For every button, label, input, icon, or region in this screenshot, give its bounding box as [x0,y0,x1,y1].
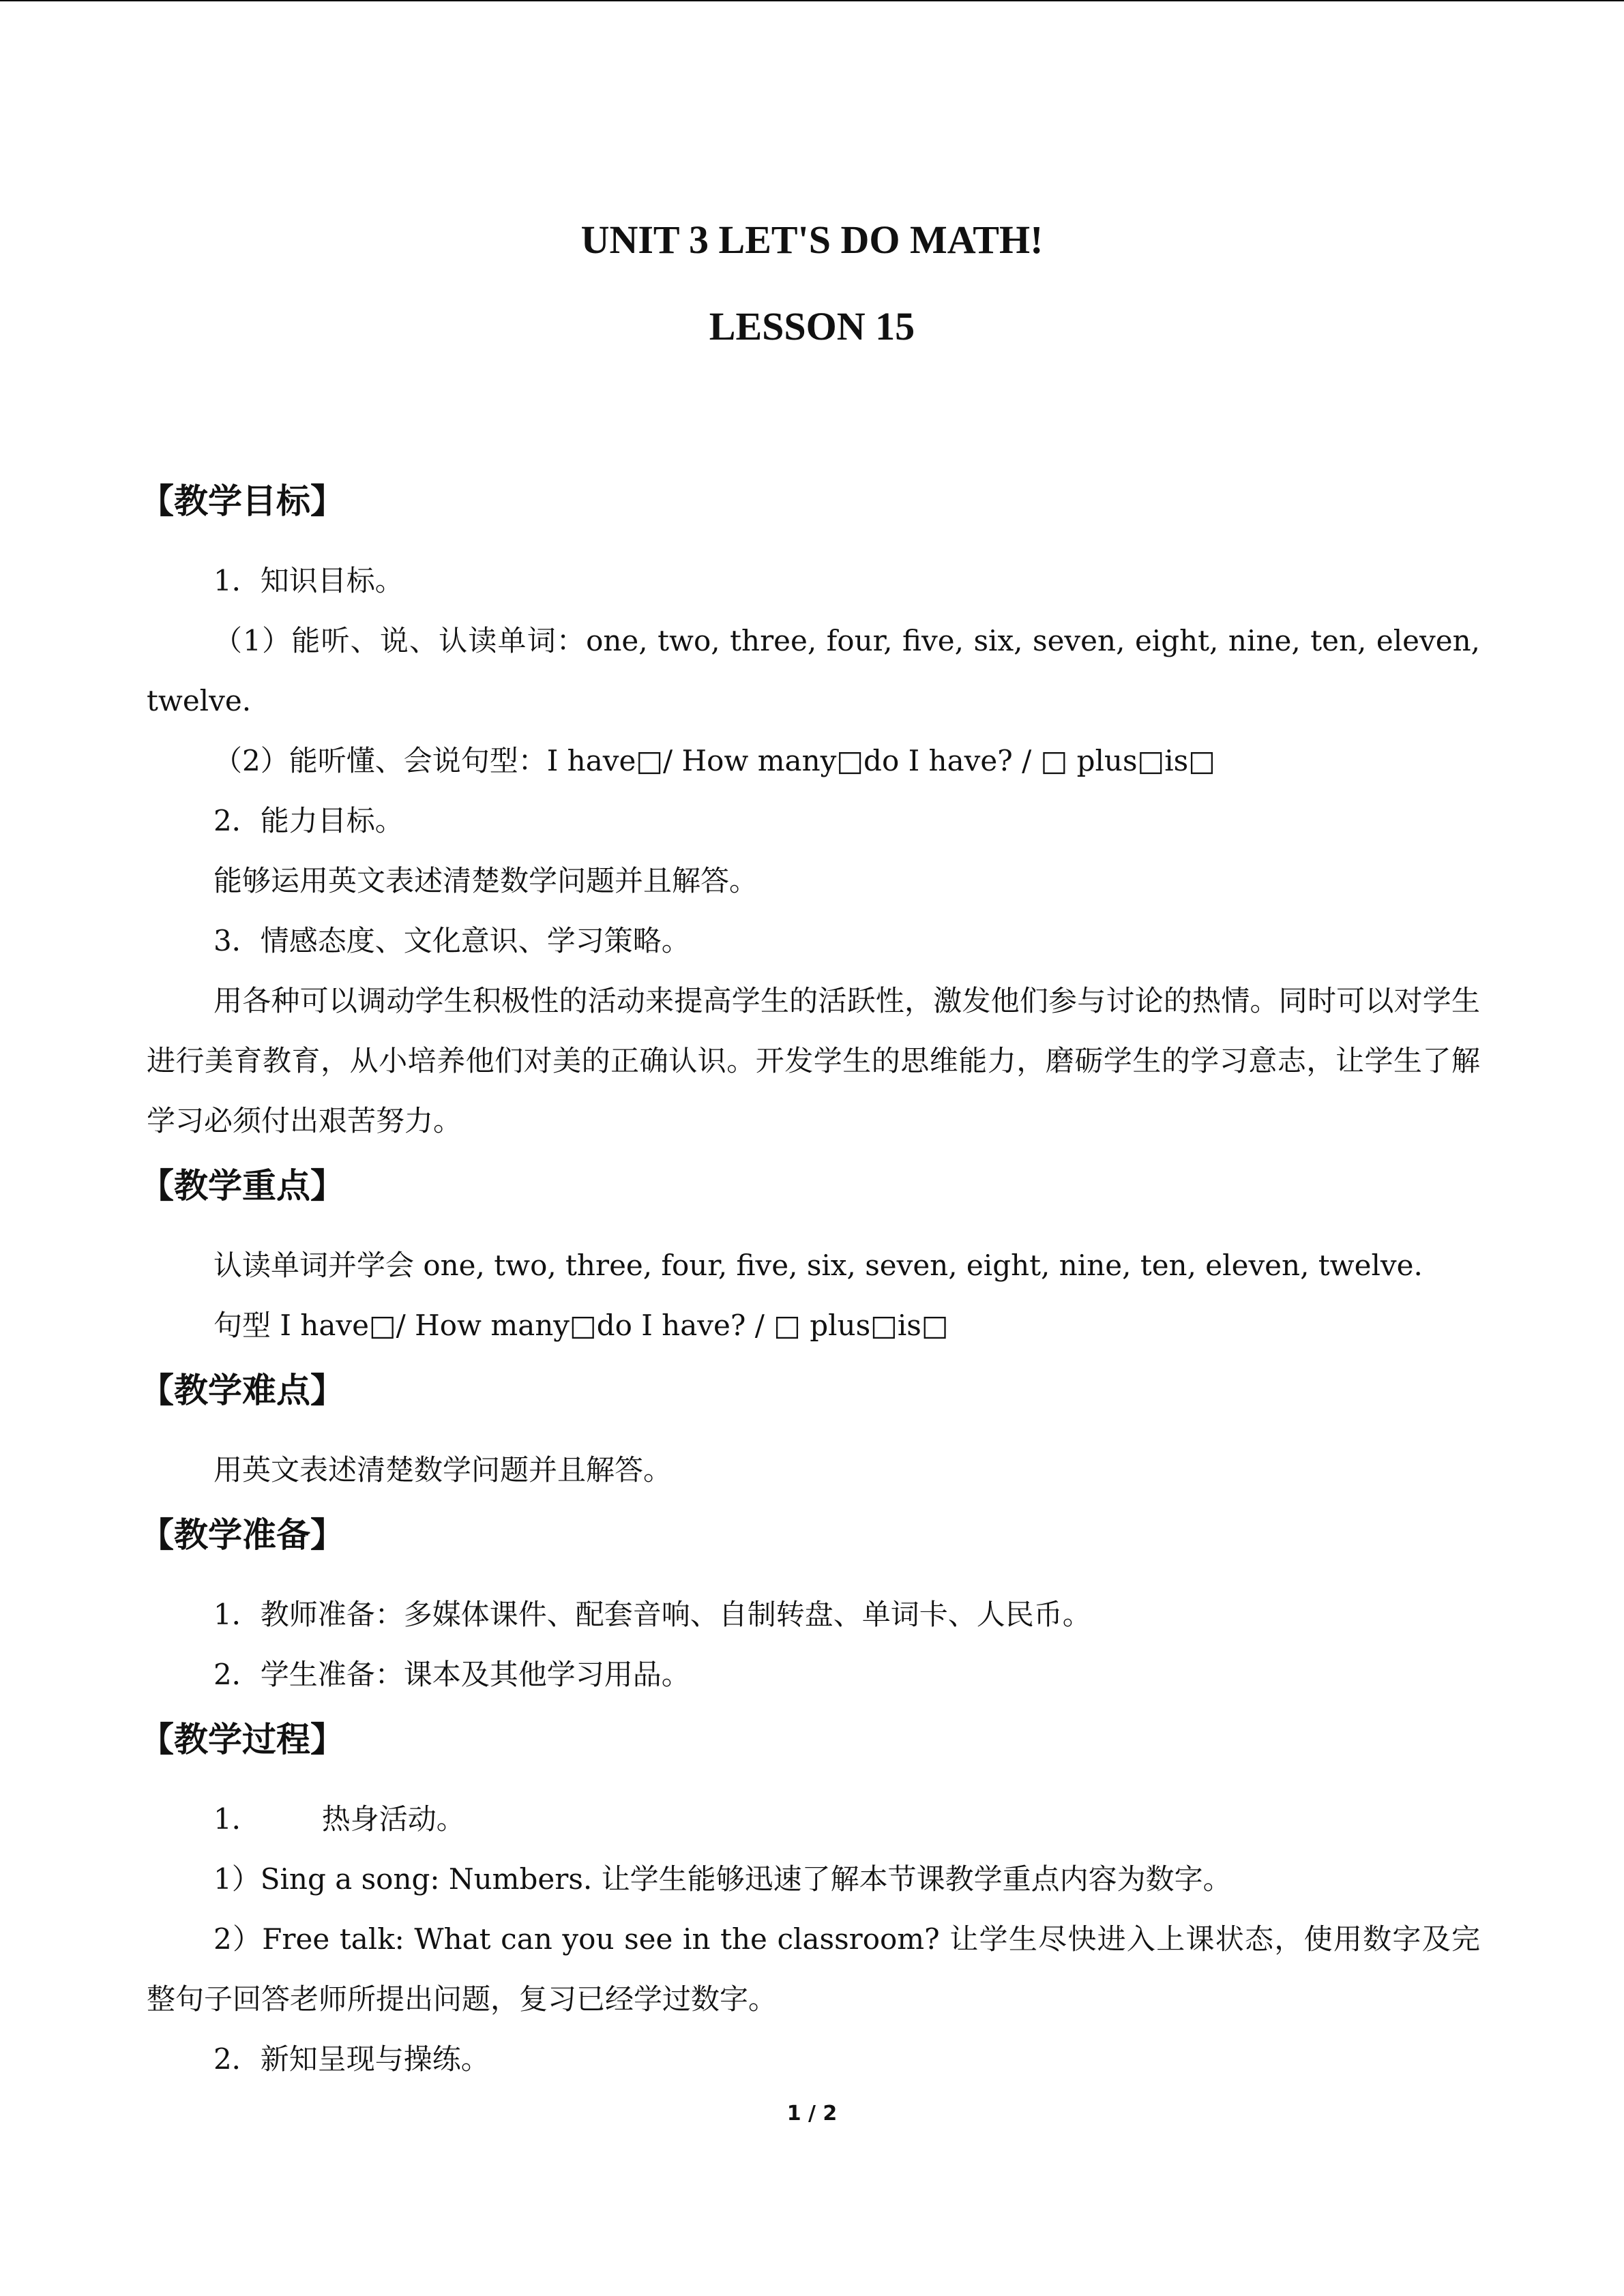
process-step-1-1: 1）Sing a song: Numbers. 让学生能够迅速了解本节课教学重点内容为数字。 [213,1862,1232,1896]
unit-title: UNIT 3 LET'S DO MATH! [580,218,1044,262]
objective-attitude: 3．情感态度、文化意识、学习策略。 [213,924,690,957]
top-border-line [0,0,1624,1]
process-step-1-number: 1． [213,1802,261,1836]
objective-knowledge: 1．知识目标。 [213,564,404,597]
lesson-title: LESSON 15 [709,304,915,348]
page-number: 1 / 2 [786,2102,838,2126]
difficulty-text: 用英文表述清楚数学问题并且解答。 [213,1453,673,1487]
preparation-student: 2．学生准备：课本及其他学习用品。 [213,1658,690,1691]
section-heading-objectives: 【教学目标】 [140,481,344,521]
process-step-2: 2．新知呈现与操练。 [213,2042,490,2076]
section-heading-difficulties: 【教学难点】 [140,1371,344,1410]
section-heading-key-points: 【教学重点】 [140,1166,344,1206]
section-heading-process: 【教学过程】 [140,1720,344,1759]
key-point-words: 认读单词并学会 one, two, three, four, five, six, seven, eight, nine, ten, eleven, twelve. [213,1249,1423,1282]
preparation-teacher: 1．教师准备：多媒体课件、配套音响、自制转盘、单词卡、人民币。 [213,1598,1091,1631]
objective-ability-text: 能够运用英文表述清楚数学问题并且解答。 [213,864,758,897]
process-step-1-2: 2）Free talk: What can you see in the classroom? 让学生尽快进入上课状态，使用数字及完整句子回答老师所提出问题，复习已经学过数字。 [147,1922,1480,2016]
process-step-1-text: 热身活动。 [321,1802,465,1836]
document-body [140,471,1480,2089]
key-point-sentences: 句型 I have□/ How many□do I have? / □ plus□is□ [213,1309,949,1342]
objective-attitude-text: 用各种可以调动学生积极性的活动来提高学生的活跃性，激发他们参与讨论的热情。同时可以对学生进行美育教育，从小培养他们对美的正确认识。开发学生的思维能力，磨砺学生的学习意志，让学生了解学习必须付出艰苦努力。 [147,984,1480,1137]
objective-knowledge-2: （2）能听懂、会说句型：I have□/ How many□do I have? / □ plus□is□ [213,744,1215,777]
process-step-1 [147,1789,1480,1849]
objective-ability: 2．能力目标。 [213,804,404,837]
objective-knowledge-1: （1）能听、说、认读单词：one, two, three, four, five, six, seven, eight, nine, ten, eleven, twelve. [147,624,1480,717]
section-heading-preparation: 【教学准备】 [140,1515,344,1555]
